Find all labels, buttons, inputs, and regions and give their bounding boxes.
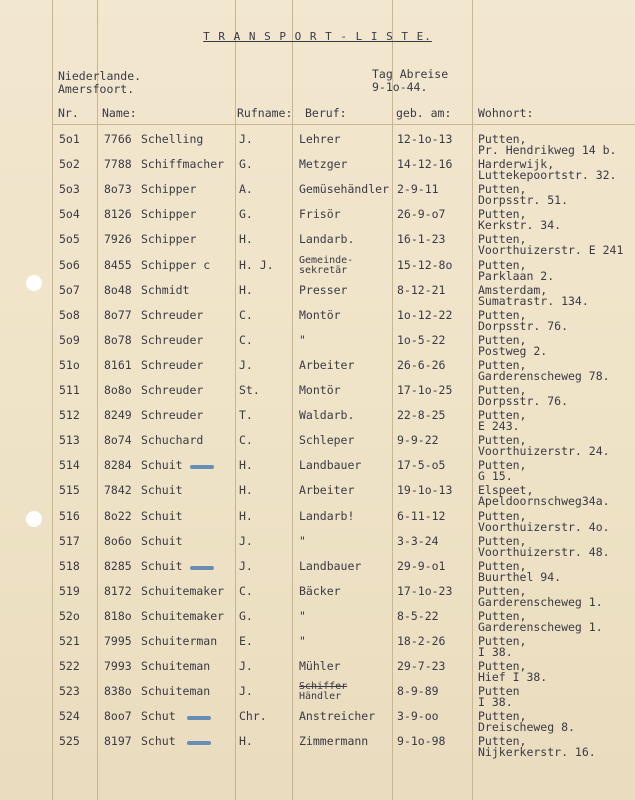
- occupation: Arbeiter: [299, 357, 355, 372]
- prisoner-list-number: 516: [59, 508, 80, 523]
- prisoner-list-number: 5o2: [59, 157, 80, 172]
- prisoner-number: 8o73: [104, 182, 132, 197]
- birth-date: 6-11-12: [397, 508, 446, 523]
- first-initial: G.: [239, 608, 253, 623]
- occupation: Gemeinde-: [299, 254, 354, 266]
- prisoner-number: 8197: [104, 734, 132, 749]
- occupation: Schleper: [299, 433, 355, 448]
- residence-address: Voorthuizerstr. 24.: [478, 444, 610, 459]
- residence-town: Putten,: [478, 408, 527, 423]
- table-row: [0, 229, 635, 258]
- prisoner-list-number: 5o3: [59, 182, 80, 197]
- birth-date: 1o-5-22: [397, 332, 446, 347]
- birth-date: 2-9-11: [397, 182, 439, 197]
- residence-address: I 38.: [478, 645, 513, 659]
- prisoner-list-number: 51o: [59, 357, 80, 372]
- surname: Schuit: [141, 558, 183, 573]
- table-row: [0, 380, 635, 408]
- occupation: Metzger: [299, 157, 348, 172]
- table-row: [0, 681, 635, 710]
- residence-town: Putten,: [478, 608, 527, 623]
- residence-address: Voorthuizerstr. E 241: [478, 243, 624, 258]
- first-initial: H.: [239, 508, 253, 523]
- occupation-line-2: Händler: [299, 691, 342, 703]
- residence-address: Garderenscheweg 78.: [478, 368, 610, 383]
- residence-town: Putten,: [478, 558, 527, 573]
- residence-address: Garderenscheweg 1.: [478, 594, 603, 609]
- residence-address: Postweg 2.: [478, 343, 548, 358]
- birth-date: 29-9-o1: [397, 558, 446, 573]
- col-header-nr: Nr.: [58, 106, 79, 120]
- birth-date: 15-12-8o: [397, 257, 453, 272]
- surname: Schuitemaker: [141, 583, 225, 598]
- prisoner-number: 7995: [104, 634, 132, 648]
- table-row: [0, 280, 635, 308]
- surname: Schuchard: [141, 433, 204, 448]
- residence-town: Putten,: [478, 207, 527, 222]
- table-row: [0, 706, 635, 735]
- surname: Schelling: [141, 132, 204, 146]
- first-initial: H.: [239, 458, 253, 473]
- first-initial: G.: [239, 207, 253, 222]
- prisoner-number: 8172: [104, 583, 132, 598]
- surname: Schipper: [141, 232, 197, 247]
- residence-town: Putten,: [478, 232, 527, 247]
- table-row: [0, 154, 635, 183]
- birth-date: 18-2-26: [397, 634, 446, 648]
- birth-date: 19-1o-13: [397, 483, 453, 498]
- prisoner-number: 838o: [104, 684, 132, 699]
- residence-town: Putten,: [478, 508, 527, 523]
- residence-address: Voorthuizerstr. 48.: [478, 544, 610, 559]
- birth-date: 8-9-89: [397, 684, 439, 699]
- prisoner-number: 8284: [104, 458, 132, 473]
- residence-town: Putten,: [478, 182, 527, 197]
- first-initial: H.: [239, 282, 253, 297]
- surname: Schreuder: [141, 408, 204, 423]
- occupation: ": [299, 608, 306, 623]
- occupation: ": [299, 533, 306, 548]
- prisoner-number: 8455: [104, 257, 132, 272]
- prisoner-list-number: 5o1: [59, 132, 80, 146]
- residence-address: I 38.: [478, 695, 513, 710]
- prisoner-list-number: 514: [59, 458, 80, 473]
- prisoner-list-number: 512: [59, 408, 80, 423]
- table-row: [0, 129, 635, 157]
- table-row: [0, 305, 635, 333]
- prisoner-list-number: 522: [59, 659, 80, 674]
- occupation: Gemüsehändler: [299, 182, 390, 197]
- first-initial: H.: [239, 483, 253, 498]
- first-initial: J.: [239, 684, 253, 699]
- residence-town: Putten,: [478, 307, 527, 322]
- residence-town: Putten,: [478, 634, 527, 648]
- surname: Schuit: [141, 508, 183, 523]
- prisoner-list-number: 513: [59, 433, 80, 448]
- surname: Schuit: [141, 458, 183, 473]
- surname: Schuiteman: [141, 659, 211, 674]
- departure-label: Tag Abreise: [372, 67, 449, 81]
- occupation: Zimmermann: [299, 734, 369, 749]
- residence-address: Dorpsstr. 51.: [478, 193, 569, 208]
- surname: Schut: [141, 709, 176, 724]
- birth-date: 8-5-22: [397, 608, 439, 623]
- first-initial: J.: [239, 659, 253, 674]
- ink-mark: [190, 465, 214, 469]
- surname: Schmidt: [141, 282, 190, 297]
- occupation: Frisör: [299, 207, 341, 222]
- table-row: [0, 606, 635, 634]
- prisoner-number: 7993: [104, 659, 132, 674]
- prisoner-list-number: 511: [59, 383, 80, 397]
- first-initial: H. J.: [239, 257, 274, 272]
- occupation: Landbauer: [299, 558, 362, 573]
- first-initial: J.: [239, 357, 253, 372]
- prisoner-number: 7766: [104, 132, 132, 146]
- prisoner-list-number: 518: [59, 558, 80, 573]
- prisoner-number: 7842: [104, 483, 132, 498]
- table-row: [0, 254, 635, 283]
- prisoner-list-number: 5o8: [59, 307, 80, 322]
- col-header-geb: geb. am:: [396, 106, 452, 120]
- residence-address: Kerkstr. 34.: [478, 218, 562, 233]
- birth-date: 22-8-25: [397, 408, 446, 423]
- birth-date: 9-9-22: [397, 433, 439, 448]
- residence-town: Putten,: [478, 458, 527, 473]
- occupation: Mühler: [299, 659, 341, 674]
- residence-address: Dorpsstr. 76.: [478, 394, 569, 408]
- first-initial: J.: [239, 533, 253, 548]
- prisoner-number: 8o74: [104, 433, 132, 448]
- residence-town: Elspeet,: [478, 483, 534, 498]
- birth-date: 3-3-24: [397, 533, 439, 548]
- departure-block: [372, 68, 448, 94]
- prisoner-number: 8126: [104, 207, 132, 222]
- residence-address: Sumatrastr. 134.: [478, 293, 589, 308]
- residence-address: E 243.: [478, 419, 520, 434]
- table-row: [0, 631, 635, 659]
- prisoner-number: 8o6o: [104, 533, 132, 548]
- surname: Schipper: [141, 207, 197, 222]
- origin-camp: Amersfoort.: [58, 82, 135, 96]
- prisoner-number: 7788: [104, 157, 132, 172]
- prisoner-list-number: 521: [59, 634, 80, 648]
- table-row: [0, 480, 635, 509]
- residence-town: Putten,: [478, 132, 527, 146]
- birth-date: 17-1o-25: [397, 383, 453, 397]
- prisoner-list-number: 5o6: [59, 257, 80, 272]
- surname: Schiffmacher: [141, 157, 225, 172]
- residence-town: Putten,: [478, 734, 527, 749]
- departure-date: 9-1o-44.: [372, 80, 428, 94]
- occupation-line-2: sekretär: [299, 264, 348, 276]
- col-header-beruf: Beruf:: [305, 106, 347, 120]
- occupation: Lehrer: [299, 132, 341, 146]
- surname: Schuitemaker: [141, 608, 225, 623]
- surname: Schreuder: [141, 383, 204, 397]
- prisoner-list-number: 523: [59, 684, 80, 699]
- residence-town: Putten,: [478, 583, 527, 598]
- table-row: [0, 731, 635, 760]
- prisoner-list-number: 519: [59, 583, 80, 598]
- surname: Schut: [141, 734, 176, 749]
- prisoner-number: 8o22: [104, 508, 132, 523]
- first-initial: C.: [239, 433, 253, 448]
- prisoner-number: 818o: [104, 608, 132, 623]
- ink-mark: [187, 741, 211, 745]
- occupation: Presser: [299, 282, 348, 297]
- residence-address: Buurthel 94.: [478, 569, 562, 584]
- birth-date: 26-9-o7: [397, 207, 446, 222]
- table-row: [0, 355, 635, 383]
- ink-mark: [187, 716, 211, 720]
- occupation: Landarb.: [299, 232, 355, 247]
- occupation: Landbauer: [299, 458, 362, 473]
- prisoner-list-number: 525: [59, 734, 80, 749]
- table-row: [0, 656, 635, 685]
- birth-date: 17-1o-23: [397, 583, 453, 598]
- prisoner-list-number: 5o5: [59, 232, 80, 247]
- occupation: Waldarb.: [299, 408, 355, 423]
- birth-date: 16-1-23: [397, 232, 446, 247]
- table-row: [0, 506, 635, 534]
- prisoner-list-number: 5o7: [59, 282, 80, 297]
- table-row: [0, 405, 635, 434]
- first-initial: C.: [239, 307, 253, 322]
- birth-date: 9-1o-98: [397, 734, 446, 749]
- table-row: [0, 179, 635, 208]
- surname: Schipper c: [141, 257, 211, 272]
- residence-address: Dorpsstr. 76.: [478, 318, 569, 333]
- birth-date: 17-5-o5: [397, 458, 446, 473]
- residence-address: G 15.: [478, 469, 513, 484]
- first-initial: J.: [239, 132, 253, 146]
- surname: Schuit: [141, 533, 183, 548]
- occupation: Montör: [299, 307, 341, 322]
- col-header-rufname: Rufname:: [237, 106, 293, 120]
- first-initial: E.: [239, 634, 253, 648]
- residence-address: Hief I 38.: [478, 670, 548, 685]
- table-row: [0, 581, 635, 609]
- prisoner-number: 8o8o: [104, 383, 132, 397]
- prisoner-list-number: 524: [59, 709, 80, 724]
- first-initial: A.: [239, 182, 253, 197]
- residence-address: Parklaan 2.: [478, 268, 555, 283]
- residence-town: Putten,: [478, 533, 527, 548]
- residence-town: Amsterdam,: [478, 282, 548, 297]
- occupation: Arbeiter: [299, 483, 355, 498]
- first-initial: H.: [239, 232, 253, 247]
- residence-town: Harderwijk,: [478, 157, 555, 172]
- surname: Schipper: [141, 182, 197, 197]
- first-initial: C.: [239, 332, 253, 347]
- prisoner-number: 7926: [104, 232, 132, 247]
- table-row: [0, 330, 635, 358]
- residence-town: Putten,: [478, 709, 527, 724]
- first-initial: G.: [239, 157, 253, 172]
- prisoner-number: 8o78: [104, 332, 132, 347]
- birth-date: 1o-12-22: [397, 307, 453, 322]
- birth-date: 3-9-oo: [397, 709, 439, 724]
- surname: Schuit: [141, 483, 183, 498]
- prisoner-number: 8o77: [104, 307, 132, 322]
- first-initial: C.: [239, 583, 253, 598]
- birth-date: 12-1o-13: [397, 132, 453, 146]
- residence-town: Putten: [478, 684, 520, 699]
- residence-address: Dreischeweg 8.: [478, 720, 575, 735]
- prisoner-list-number: 517: [59, 533, 80, 548]
- prisoner-list-number: 5o4: [59, 207, 80, 222]
- residence-address: Apeldoornschweg34a.: [478, 494, 610, 509]
- surname: Schreuder: [141, 357, 204, 372]
- occupation: ": [299, 332, 306, 347]
- surname: Schreuder: [141, 332, 204, 347]
- occupation: Landarb!: [299, 508, 355, 523]
- table-row: [0, 455, 635, 484]
- birth-date: 29-7-23: [397, 659, 446, 674]
- occupation: Montör: [299, 383, 341, 397]
- prisoner-list-number: 5o9: [59, 332, 80, 347]
- occupation: ": [299, 634, 306, 648]
- table-row: [0, 531, 635, 559]
- occupation: Schiffer: [299, 681, 348, 693]
- header-rule: [52, 124, 635, 125]
- prisoner-number: 8o48: [104, 282, 132, 297]
- first-initial: J.: [239, 558, 253, 573]
- table-row: [0, 430, 635, 459]
- residence-address: Garderenscheweg 1.: [478, 619, 603, 634]
- ink-mark: [190, 566, 214, 570]
- prisoner-number: 8285: [104, 558, 132, 573]
- col-header-name: Name:: [102, 106, 137, 120]
- residence-address: Pr. Hendrikweg 14 b.: [478, 143, 617, 157]
- origin-block: [58, 70, 141, 96]
- first-initial: H.: [239, 734, 253, 749]
- prisoner-list-number: 52o: [59, 608, 80, 623]
- prisoner-number: 8161: [104, 357, 132, 372]
- surname: Schuiterman: [141, 634, 218, 648]
- residence-town: Putten,: [478, 659, 527, 674]
- first-initial: T.: [239, 408, 253, 423]
- occupation: Bäcker: [299, 583, 341, 598]
- birth-date: 8-12-21: [397, 282, 446, 297]
- residence-town: Putten,: [478, 433, 527, 448]
- prisoner-number: 8oo7: [104, 709, 132, 724]
- residence-town: Putten,: [478, 257, 527, 272]
- residence-address: Voorthuizerstr. 4o.: [478, 519, 610, 534]
- surname: Schuiteman: [141, 684, 211, 699]
- occupation: Anstreicher: [299, 709, 376, 724]
- residence-address: Nijkerkerstr. 16.: [478, 745, 596, 760]
- table-row: [0, 556, 635, 584]
- origin-country: Niederlande.: [58, 69, 142, 83]
- prisoner-number: 8249: [104, 408, 132, 423]
- surname: Schreuder: [141, 307, 204, 322]
- col-header-wohnort: Wohnort:: [478, 106, 534, 120]
- birth-date: 14-12-16: [397, 157, 453, 172]
- prisoner-list-number: 515: [59, 483, 80, 498]
- birth-date: 26-6-26: [397, 357, 446, 372]
- residence-town: Putten,: [478, 357, 527, 372]
- first-initial: St.: [239, 383, 260, 397]
- residence-town: Putten,: [478, 383, 527, 397]
- residence-town: Putten,: [478, 332, 527, 347]
- document-title: T R A N S P O R T - L I S T E.: [203, 30, 432, 43]
- first-initial: Chr.: [239, 709, 267, 724]
- table-row: [0, 204, 635, 233]
- residence-address: Luttekepoortstr. 32.: [478, 168, 617, 183]
